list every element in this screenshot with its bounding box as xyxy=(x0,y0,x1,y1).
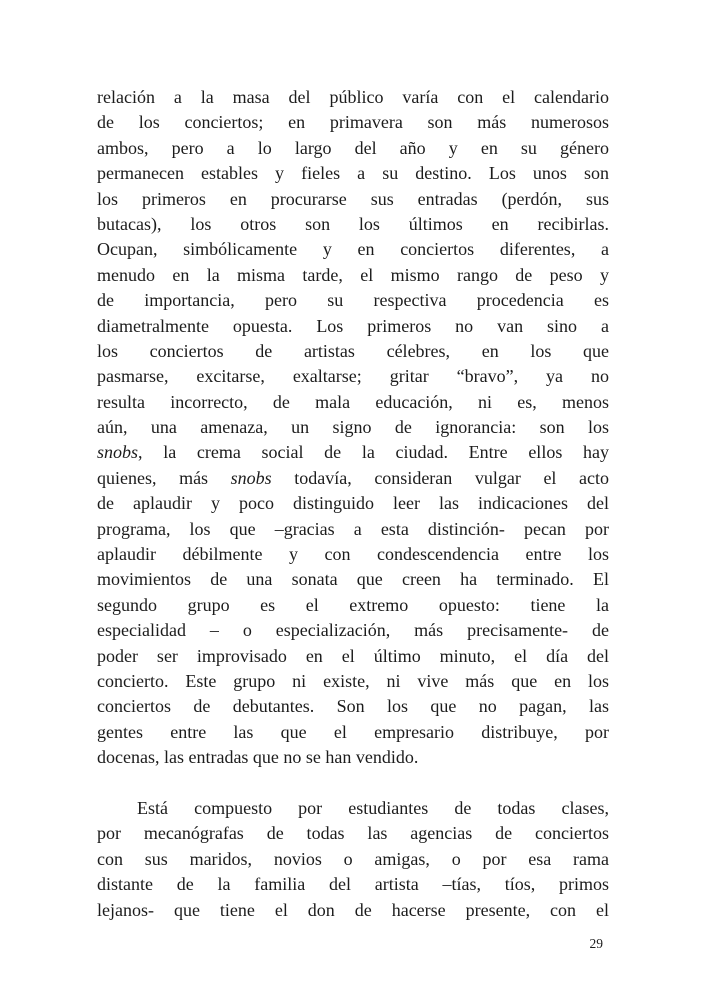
text-line xyxy=(97,847,609,872)
text-segment: programa, los que –gracias a esta distinción- pecan por xyxy=(97,518,609,539)
text-line xyxy=(97,593,609,618)
text-segment: distante de la familia del artista –tías, tíos, primos xyxy=(97,874,609,895)
text-line xyxy=(97,390,609,415)
text-line xyxy=(97,542,609,567)
text-line xyxy=(97,263,609,288)
text-line xyxy=(97,669,609,694)
text-line xyxy=(97,364,609,389)
text-segment: los conciertos de artistas célebres, en los que xyxy=(97,340,609,361)
text-line xyxy=(97,187,609,212)
text-segment: conciertos de debutantes. Son los que no pagan, las xyxy=(97,696,609,717)
text-line xyxy=(97,567,609,592)
text-line xyxy=(97,466,609,491)
text-segment: pasmarse, excitarse, exaltarse; gritar “bravo”, ya no xyxy=(97,366,609,387)
text-line xyxy=(97,517,609,542)
text-segment: butacas), los otros son los últimos en recibirlas. xyxy=(97,213,609,234)
text-segment: especialidad – o especialización, más precisamente- de xyxy=(97,620,609,641)
italic-text-segment: snobs xyxy=(97,442,139,463)
text-line xyxy=(97,898,609,923)
text-line xyxy=(97,872,609,897)
text-line xyxy=(97,618,609,643)
text-segment: aplaudir débilmente y con condescendencia entre los xyxy=(97,544,609,565)
text-segment: ambos, pero a lo largo del año y en su género xyxy=(97,137,609,158)
text-segment: todavía, consideran vulgar el acto xyxy=(271,467,609,488)
text-segment: lejanos- que tiene el don de hacerse presente, con el xyxy=(97,899,609,920)
text-line xyxy=(97,212,609,237)
text-segment: permanecen estables y fieles a su destino. Los unos son xyxy=(97,163,609,184)
text-segment: de importancia, pero su respectiva procedencia es xyxy=(97,290,609,311)
text-segment: concierto. Este grupo ni existe, ni vive más que en los xyxy=(97,670,609,691)
text-segment: docenas, las entradas que no se han vendido. xyxy=(97,747,419,768)
text-line xyxy=(97,491,609,516)
text-line xyxy=(97,440,609,465)
text-segment: aún, una amenaza, un signo de ignorancia: son los xyxy=(97,417,609,438)
text-line xyxy=(97,237,609,262)
text-line xyxy=(97,415,609,440)
text-line xyxy=(97,720,609,745)
text-segment: Está compuesto por estudiantes de todas clases, xyxy=(137,797,609,818)
text-line xyxy=(97,314,609,339)
text-segment: menudo en la misma tarde, el mismo rango de peso y xyxy=(97,264,609,285)
text-segment: quienes, más xyxy=(97,467,231,488)
page-number: 29 xyxy=(589,936,603,951)
text-segment: segundo grupo es el extremo opuesto: tiene la xyxy=(97,594,609,615)
text-line xyxy=(97,288,609,313)
paragraph xyxy=(97,85,609,771)
paragraph xyxy=(97,796,609,923)
text-segment: movimientos de una sonata que creen ha terminado. El xyxy=(97,569,609,590)
text-line xyxy=(97,821,609,846)
text-line xyxy=(97,745,609,770)
text-segment: de aplaudir y poco distinguido leer las indicaciones del xyxy=(97,493,609,514)
text-line xyxy=(97,644,609,669)
text-line xyxy=(97,136,609,161)
text-segment: por mecanógrafas de todas las agencias de conciertos xyxy=(97,823,609,844)
text-segment: con sus maridos, novios o amigas, o por esa rama xyxy=(97,848,609,869)
text-segment: relación a la masa del público varía con el calendario xyxy=(97,87,609,107)
text-line xyxy=(97,339,609,364)
text-segment: Ocupan, simbólicamente y en conciertos diferentes, a xyxy=(97,239,609,260)
text-segment: los primeros en procurarse sus entradas (perdón, sus xyxy=(97,188,609,209)
text-segment: resulta incorrecto, de mala educación, ni es, menos xyxy=(97,391,609,412)
text-line xyxy=(97,85,609,110)
text-segment: de los conciertos; en primavera son más numerosos xyxy=(97,112,609,133)
text-line xyxy=(97,694,609,719)
page-text xyxy=(97,85,609,923)
text-line xyxy=(97,796,609,821)
text-segment: poder ser improvisado en el último minuto, el día del xyxy=(97,645,609,666)
text-line xyxy=(97,110,609,135)
text-line xyxy=(97,161,609,186)
text-segment: , la crema social de la ciudad. Entre ellos hay xyxy=(138,442,609,463)
italic-text-segment: snobs xyxy=(230,467,272,488)
text-segment: gentes entre las que el empresario distribuye, por xyxy=(97,721,609,742)
text-segment: diametralmente opuesta. Los primeros no van sino a xyxy=(97,315,609,336)
